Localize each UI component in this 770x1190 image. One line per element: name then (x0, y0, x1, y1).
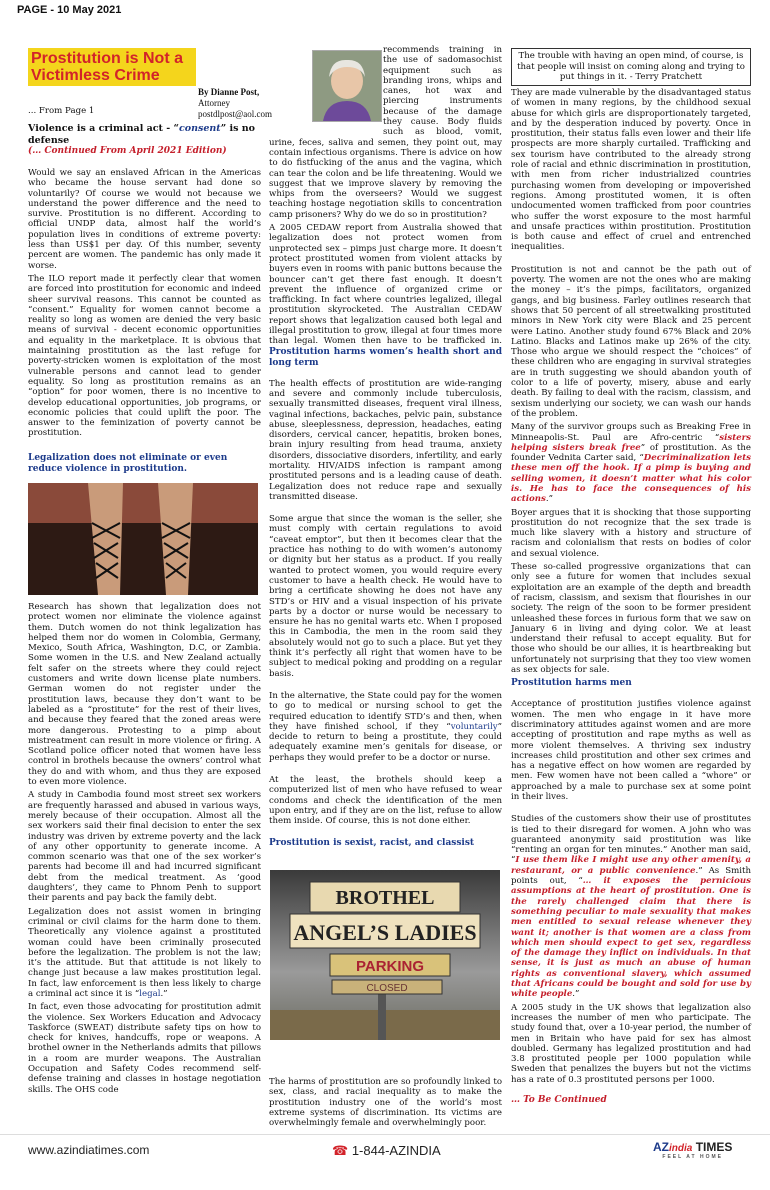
paragraph: The ILO report made it perfectly clear that women are forced into prostitution for economic and indeed sheer survival reasons. This cannot be counted as “consent.” Equality for women cannot become a reality so long as women are denied the very basic means of survival - decent economic opportunities and equality in the marketplace. It is obvious that maintaining prostitution as the last refuge for poverty-stricken women is exploitation of the most vulnerable persons and cannot lead to gender equality. So long as prostitution remains as an “option” for poor women, there is no incentive to develop educational opportunities, job programs, or economic policies that could uplift the poor. The answer to the feminization of poverty cannot be prostitution. (28, 273, 261, 439)
sign-brothel-text: BROTHEL (335, 887, 435, 909)
subhead-health: Prostitution harms women’s health short and long term (269, 346, 502, 368)
page-label: PAGE - 10 May 2021 (17, 4, 122, 16)
column-2 (269, 45, 502, 852)
column-1 (28, 123, 261, 478)
column-1-lower (28, 602, 261, 1098)
paragraph: At the least, the brothels should keep a computerized list of men who have refused to wear condoms and check the identification of the men upon entry, and if they are on the list, refuse to allow them inside. Of course, this is not done either. (269, 775, 502, 827)
paragraph: In fact, even those advocating for prostitution admit the violence. Sex Workers Education and Advocacy Taskforce (SWEAT) distribute safety tips on how to check for knives, handcuffs, rope or weapons. A brothel owner in the Netherlands admits that pillows in a room are murder weapons. The Australian Occupation and Safety Codes recommend self-defense training and classes in hostage negotiation skills. The OHS code (28, 1002, 261, 1095)
footer-website[interactable]: www.azindiatimes.com (28, 1143, 150, 1157)
author-name: By Dianne Post, (198, 87, 260, 97)
sign-angels-ladies-text: ANGEL’S LADIES (293, 920, 477, 945)
float-spacer (269, 45, 383, 136)
sign-closed-text: CLOSED (366, 983, 408, 994)
paragraph: Many of the survivor groups such as Breaking Free in Minneapolis-St. Paul are Afro-centric “sisters helping sisters break free” of prostitution. As the founder Vednita Carter said, “Decriminalization lets these men off the hook. If a pimp is buying and selling women, it doesn’t matter what his color is. He has to face the consequences of his actions.” (511, 422, 751, 505)
author-email: postdlpost@aol.com (198, 109, 273, 119)
footer-phone[interactable] (332, 1143, 441, 1159)
column-2-bottom (269, 1077, 502, 1131)
paragraph: recommends training in the use of sadomasochist equipment such as branding irons, whips and canes, hot wax and piercing instruments because of the damage they cause. Body fluids such as blood, vomit, urine, feces, saliva and semen, they point out, may contain infectious organisms. There is advice on how to do fistfucking of the anus and the vagina, which can tear the colon and be life threatening. Would we suggest that we improve slavery by removing the whips from the overseers? Would we suggest teaching hostage negotiation skills to concentration camp prisoners? Why do we do so in prostitution? (269, 45, 502, 220)
paragraph: They are made vulnerable by the disadvantaged status of women in many regions, by the childhood sexual abuse for which girls are disproportionately targeted, and by the desperation induced by poverty. Once in prostitution, their status falls even lower and their life prospects are more sharply curtailed. Trafficking and sex tourism have contributed to the already strong role of racial and ethnic discrimination in prostitution, with men from richer industrialized countries purchasing women from developing or impoverished regions. Among prostituted women, it is often undocumented women trafficked from poor countries who suffer the worst exposure to the most harmful and unsafe practices within prostitution. Prostitution is both cause and effect of cruel and entrenched inequalities. (511, 88, 751, 253)
footer-rule (0, 1134, 770, 1135)
paragraph: Prostitution is not and cannot be the path out of poverty. The women are not the ones who are making the money – it’s the pimps, facilitators, organized gangs, and big business. Farley outlines research that shows that 50 percent of all streetwalking prostituted minors in New York city were Black and 25 percent were Latino. Another study found 67% Black and 20% Latino. Blacks and Latinos make up 26% of the city. Those who argue we should respect the “choices” of these children who are engaging in survival strategies are in truth suggesting we should abandon youth of color to a life of poverty, misery, abuse and early death. By failing to deal with the racism, classism, and sexism underlying our society, we can wash our hands of the problem. (511, 264, 751, 419)
paragraph: Boyer argues that it is shocking that those supporting prostitution do not recognize that the sex trade is much like slavery with a history and structure of racism and colonialism that rests on bodies of color and sexual violence. (511, 507, 751, 559)
author-role: Attorney (198, 98, 230, 108)
paragraph: A 2005 study in the UK shows that legalization also increases the number of men who participate. The study found that, over a 10-year period, the number of men in Britain who have paid for sex has almost doubled. Germany has legalized prostitution and had 3.8 prostituted people per 1000 population while Sweden that penalizes the buyers but not the victims has a rate of 0.3 prostituted persons per 1000. (511, 1002, 751, 1085)
paragraph: Acceptance of prostitution justifies violence against women. The men who engage in it have more discriminatory attitudes against women and are more accepting of prostitution and rape myths as well as more violent themselves. A thriving sex industry increases child prostitution and other sex crimes and has a negative effect on how women are regarded by men. Few women have not been called a “whore” or approached by a male to purchase sex at some point in their lives. (511, 699, 751, 802)
subhead-legalization: Legalization does not eliminate or even reduce violence in prostitution. (28, 452, 228, 474)
brothel-sign-photo (270, 870, 500, 1040)
paragraph: In the alternative, the State could pay for the women to go to medical or nursing school to get the required education to identify STD’s and then, when they have finished school, if they “voluntarily” decide to return to being a prostitute, they could adequately examine men’s genitals for disease, or perhaps they would prefer to be a doctor or nurse. (269, 690, 502, 763)
from-page: ... From Page 1 (28, 106, 95, 116)
footer-logo (653, 1140, 732, 1160)
section-headline-violence: Violence is a criminal act - “consent” is no defense (28, 123, 255, 146)
paragraph: A 2005 CEDAW report from Australia showed that legalization does not protect women from unprotected sex – pimps just charge more. It doesn’t protect prostituted women from violent attacks by buyers even in rooms with panic buttons because the bouncer can’t get there fast enough. It doesn’t prevent the influence of organized crime or trafficking. In fact where countries legalized, illegal prostitution skyrocketed. The Australian CEDAW report shows that legalization caused both legal and illegal prostitution to grow, illegal at four times more than legal. Women then have to be trafficked in. Prostitution harms women’s health short and long term (269, 223, 502, 368)
phone-number: 1-844-AZINDIA (351, 1143, 441, 1158)
paragraph: Legalization does not assist women in bringing criminal or civil claims for the harm done to them. Theoretically any violence against a prostituted woman could have been criminally prosecuted before the legalization. The problem is not the law; it’s the attitude. But that attitude is not likely to change just because a law makes prostitution legal. In fact, law enforcement is then less likely to charge a criminal act since it is “legal.” (28, 906, 261, 999)
logo-india: india (669, 1143, 693, 1154)
paragraph: The health effects of prostitution are wide-ranging and severe and commonly include tuberculosis, sexually transmitted diseases, frequent viral illness, vaginal infections, backaches, pelvic pain, substance abuse, sleeplessness, depression, headaches, eating disorders, cervical cancer, hepatitis, broken bones, brain injury resulting from head trauma, anxiety disorders, dissociative disorders, infertility, and early mortality. HIV/AIDS infection is rampant among prostituted persons and is a leading cause of death. Legalization does not reduce rape and sexually transmitted disease. (269, 378, 502, 502)
continued-note: (… Continued From April 2021 Edition) (28, 146, 227, 156)
subhead-men: Prostitution harms men (511, 678, 632, 689)
paragraph: These so-called progressive organizations that can only see a future for women that includes sexual exploitation are an example of the depth and breadth of racism, classism, and sexism that flourishes in our society. The reign of the soon to be former president unleashed these forces in furious form that we saw on January 6 in living and dying color. We at least understand their refusal to accept equality. But for those who should be our allies, it is heartbreaking but unfortunately not surprising that they too view women as sex objects for sale. (511, 562, 751, 676)
paragraph: Some argue that since the woman is the seller, she must comply with certain regulations to avoid “caveat emptor”, but then it becomes clear that the practice has nothing to do with women’s autonomy or dignity but her status as a product. If you really wanted to protect women, you would require every customer to have a health check. He would have to bring a certificate showing he does not have any STD’s or HIV and a visual inspection of his private parts by a doctor or nurse would be necessary to ensure he has no genital warts etc. When I proposed this in Cambodia, the men in the room said they absolutely would not go to such a place. But yet they think it’s perfectly all right that women have to be subject to medical poking and prodding on a regular basis. (269, 514, 502, 679)
sign-parking-text: PARKING (355, 958, 425, 975)
column-3 (511, 88, 751, 1117)
phone-icon: ☎ (332, 1143, 349, 1158)
logo-az: AZ (653, 1140, 669, 1154)
article-title: Prostitution is Not a Victimless Crime (31, 50, 183, 84)
pull-quote: The trouble with having an open mind, of course, is that people will insist on coming along and trying to put things in it. - Terry Pratchett (511, 48, 751, 86)
paragraph: Research has shown that legalization does not protect women nor eliminate the violence against them. Dutch women do not think legalization has helped them nor do women in Colombia, Germany, Mexico, South Africa, Washington, D.C, or Zambia. Some women in the U.S. and New Zealand actually felt safer on the streets where they could reject customers and write down license plate numbers. German women do not register under the prostitution laws, because they don’t want to be labeled as a “prostitute” for the rest of their lives, and because they feared that the zoned areas were more dangerous. Protesting to a pimp about mistreatment can result in more violence or firing. A Scotland police officer noted that women have less control in brothels because the owners’ control what they do and with whom, and thus they are exposed to even more violence. (28, 602, 261, 788)
paragraph: The harms of prostitution are so profoundly linked to sex, class, and racial inequality as to make the prostitution industry one of the world’s most extreme systems of discrimination. Its victims are overwhelmingly female and overwhelmingly poor. (269, 1077, 502, 1129)
subhead-sexist: Prostitution is sexist, racist, and classist (269, 838, 475, 849)
legs-photo (28, 483, 258, 595)
paragraph: A study in Cambodia found most street sex workers are frequently harassed and abused in various ways, merely because of their occupation. Almost all the sex workers said their final decision to enter the sex industry was driven by extreme poverty and the lack of any other opportunity to generate income. A common scenario was that one of the sex worker’s parents had become ill and had incurred significant debt from the medical treatment. As ‘good daughters’, they came to Phnom Penh to support their parents and pay back the family debt. (28, 790, 261, 904)
logo-tagline: FEEL AT HOME (662, 1154, 723, 1160)
paragraph: Studies of the customers show their use of prostitutes is tied to their disregard for women. A john who was guaranteed anonymity said prostitution was like “renting an organ for ten minutes.” Another man said, “I use them like I might use any other amenity, a restaurant, or a public convenience.” As Smith points out, “… it exposes the pernicious assumptions at the heart of prostitution. One is the rarely challenged claim that there is something peculiar to male sexuality that makes men entitled to sexual release whenever they want it; another is that women are a class from which men should expect to get sex, regardless of the damage they inflict on individuals. In that sense, it is just as much an abuse of human rights as conventional slavery, which assumed that Africans could be bought and sold for use by white people.” (511, 814, 751, 1000)
logo-times: TIMES (695, 1140, 733, 1154)
to-be-continued: … To Be Continued (511, 1095, 607, 1106)
paragraph: Would we say an enslaved African in the Americas who became the house servant had done so voluntarily? Of course we would not because we understand the power difference and the need to survive. Prostitution is no different. According to official UNDP data, almost half the world’s population lives in conditions of extreme poverty: less than US$1 per day. Of this number, seventy percent are women. The pandemic has only made it worse. (28, 168, 261, 271)
